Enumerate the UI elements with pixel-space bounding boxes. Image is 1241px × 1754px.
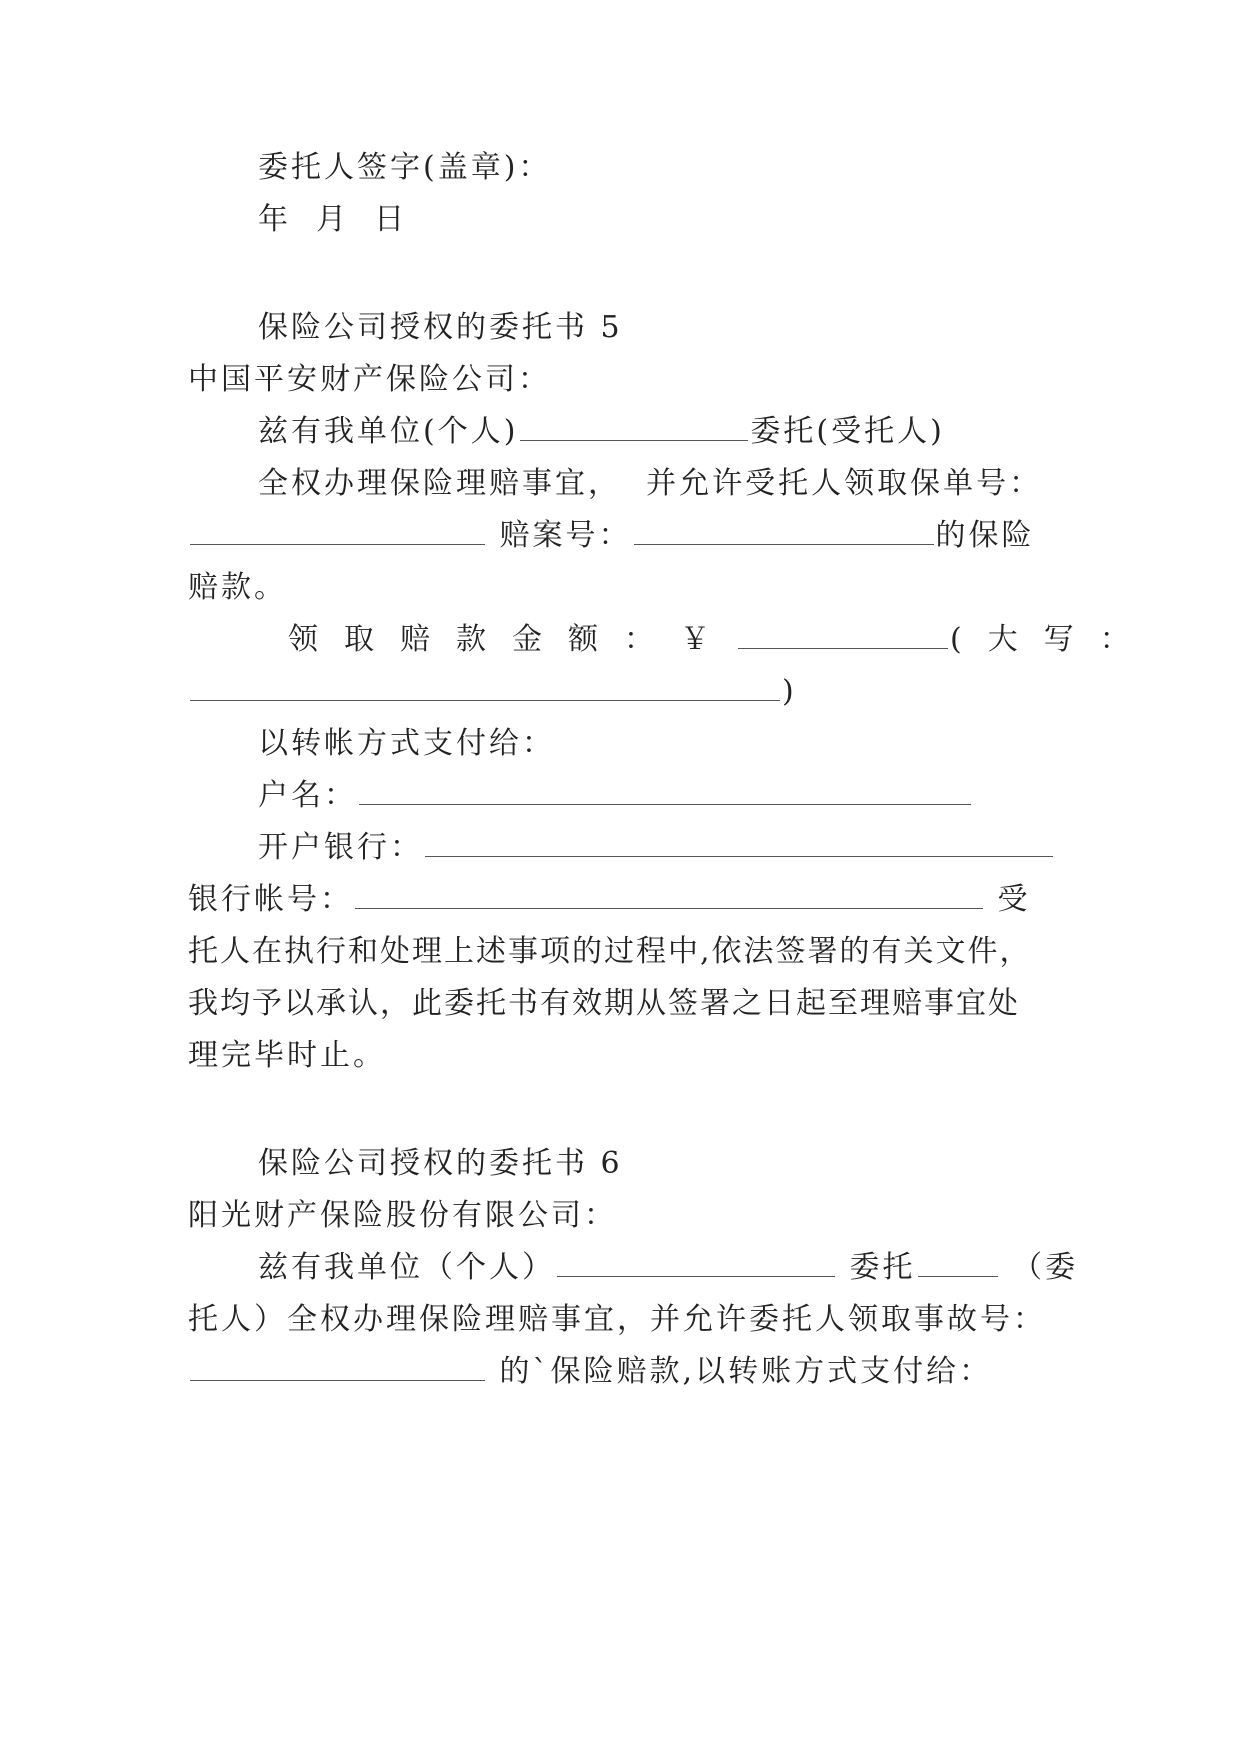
entrust-text-b: 委托(受托人)	[750, 414, 945, 449]
letter5-amount-upper-line	[188, 672, 797, 712]
letter6-heading: 保险公司授权的委托书 6	[258, 1146, 623, 1181]
letter5-body-3: 理完毕时止。	[188, 1038, 386, 1073]
letter6-tail-line	[188, 1352, 992, 1392]
transfer-label: 以转帐方式支付给：	[258, 726, 555, 761]
claim-tail: 的保险	[935, 518, 1035, 553]
amount-blank[interactable]	[738, 622, 948, 649]
bank-label: 开户银行：	[258, 830, 423, 865]
account-name-line	[258, 776, 973, 816]
letter6-scope-line: 托人）全权办理保险理赔事宜，并允许委托人领取事故号：	[188, 1302, 1046, 1337]
amount-label: 领取赔款金额：￥	[288, 622, 736, 657]
letter6-entrust-text-c: （委	[1012, 1250, 1079, 1285]
letter5-amount-line	[288, 620, 1156, 660]
account-number-blank[interactable]	[355, 882, 983, 909]
policy-number-blank[interactable]	[190, 518, 485, 545]
account-name-blank[interactable]	[359, 778, 971, 805]
letter6-entrust-text-a: 兹有我单位（个人）	[258, 1250, 555, 1285]
letter6-tail-text: 的`保险赔款,以转账方式支付给：	[499, 1354, 993, 1389]
accident-number-blank[interactable]	[190, 1354, 485, 1381]
letter5-body-1: 托人在执行和处理上述事项的过程中,依法签署的有关文件，	[188, 934, 1032, 969]
account-number-line	[188, 880, 1031, 920]
letter5-scope-line: 全权办理保险理赔事宜， 并允许受托人领取保单号：	[258, 466, 1043, 501]
letter5-heading: 保险公司授权的委托书 5	[258, 310, 623, 345]
claim-number-blank[interactable]	[634, 518, 934, 545]
amount-close: )	[782, 674, 797, 709]
date-label: 年 月 日	[258, 202, 408, 237]
letter5-addressee: 中国平安财产保险公司：	[188, 362, 551, 397]
entrustee-blank[interactable]	[520, 414, 748, 441]
letter6-entrust-text-b: 委托	[849, 1250, 916, 1285]
bank-blank[interactable]	[425, 830, 1053, 857]
letter6-entrust-line	[258, 1248, 1078, 1288]
amount-upper-blank[interactable]	[190, 674, 780, 701]
letter5-claim-tail-line: 赔款。	[188, 570, 287, 605]
letter6-addressee: 阳光财产保险股份有限公司：	[188, 1198, 617, 1233]
letter5-body-2: 我均予以承认，此委托书有效期从签署之日起至理赔事宜处	[188, 986, 1020, 1021]
entrust-text-a: 兹有我单位(个人)	[258, 414, 519, 449]
account-number-tail: 受	[997, 882, 1031, 917]
account-name-label: 户名：	[258, 778, 357, 813]
letter6-agent-blank[interactable]	[918, 1250, 998, 1277]
signature-label: 委托人签字(盖章)：	[258, 150, 552, 185]
amount-upper-label: (大写：	[950, 622, 1156, 657]
bank-line	[258, 828, 1055, 868]
letter5-claim-line	[188, 516, 1035, 556]
letter5-entrust-line	[258, 412, 945, 452]
account-number-label: 银行帐号：	[188, 882, 353, 917]
letter6-entrustee-blank[interactable]	[557, 1250, 835, 1277]
claim-number-label: 赔案号：	[499, 518, 632, 553]
